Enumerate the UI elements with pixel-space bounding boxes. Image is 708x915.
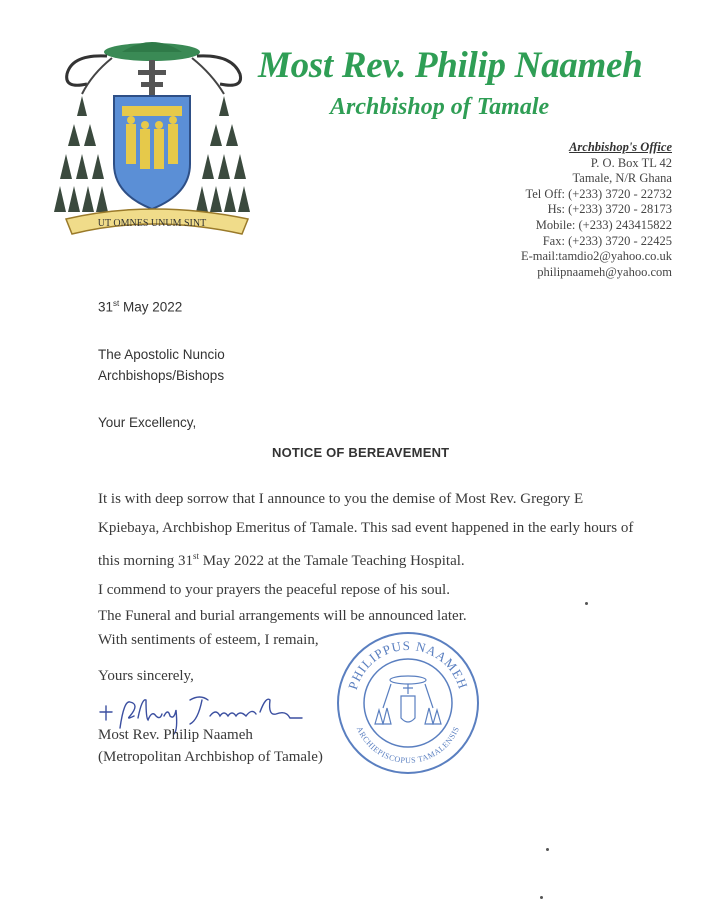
address-block bbox=[521, 140, 672, 280]
official-stamp bbox=[333, 628, 483, 778]
body-ordinal: st bbox=[193, 551, 200, 561]
body-text: The Funeral and burial arrangements will be announced later. bbox=[98, 608, 467, 624]
notice-heading: NOTICE OF BEREAVEMENT bbox=[272, 445, 450, 460]
motto-text: UT OMNES UNUM SINT bbox=[97, 218, 207, 229]
recipient-block bbox=[98, 344, 225, 386]
coat-of-arms-emblem bbox=[52, 34, 257, 249]
recipient-line: Archbishops/Bishops bbox=[98, 368, 225, 383]
body-text: May 2022 at the Tamale Teaching Hospital. bbox=[202, 553, 465, 569]
signer-title: (Metropolitan Archbishop of Tamale) bbox=[98, 749, 323, 765]
tel-office: Tel Off: (+233) 3720 - 22732 bbox=[525, 186, 672, 201]
signer-name: Most Rev. Philip Naameh bbox=[98, 727, 253, 743]
recipient-line: The Apostolic Nuncio bbox=[98, 347, 225, 362]
city: Tamale, N/R Ghana bbox=[572, 171, 672, 186]
stamp-bottom-text: ARCHIEPISCOPUS TAMALENSIS bbox=[354, 725, 462, 765]
body-text: It is with deep sorrow that I announce to you the demise of Most Rev. Gregory E Kpiebaya, Archbishop Emeritus of Tamale. This sad event happened in the early hours of this morning 31 bbox=[98, 491, 634, 569]
archbishop-name: Most Rev. Philip Naameh bbox=[258, 45, 643, 86]
body-text: With sentiments of esteem, I remain, bbox=[98, 632, 319, 648]
office-label: Archbishop's Office bbox=[569, 140, 672, 154]
date-rest: May 2022 bbox=[123, 299, 183, 315]
email-primary: E-mail:tamdio2@yahoo.co.uk bbox=[520, 249, 672, 264]
letter-date bbox=[98, 299, 182, 315]
speck-mark bbox=[540, 896, 543, 899]
fax: Fax: (+233) 3720 - 22425 bbox=[542, 233, 672, 248]
date-ordinal: st bbox=[113, 299, 120, 308]
po-box: P. O. Box TL 42 bbox=[590, 155, 672, 170]
tel-house: Hs: (+233) 3720 - 28173 bbox=[547, 202, 672, 217]
salutation: Your Excellency, bbox=[98, 415, 197, 430]
speck-mark bbox=[546, 848, 549, 851]
svg-text:PHILIPPUS NAAMEH bbox=[345, 638, 471, 691]
stamp-top-text: PHILIPPUS NAAMEH bbox=[344, 637, 472, 692]
body-text: I commend to your prayers the peaceful repose of his soul. bbox=[98, 581, 450, 598]
archbishop-title: Archbishop of Tamale bbox=[330, 94, 550, 120]
speck-mark bbox=[585, 602, 588, 605]
email-secondary: philipnaameh@yahoo.com bbox=[537, 264, 672, 279]
signer-block bbox=[98, 724, 323, 768]
svg-text:ARCHIEPISCOPUS TAMALENSIS bbox=[355, 725, 461, 765]
date-day: 31 bbox=[98, 299, 114, 315]
closing: Yours sincerely, bbox=[98, 668, 194, 684]
tel-mobile: Mobile: (+233) 243415822 bbox=[535, 217, 672, 232]
body-paragraph bbox=[98, 485, 643, 604]
